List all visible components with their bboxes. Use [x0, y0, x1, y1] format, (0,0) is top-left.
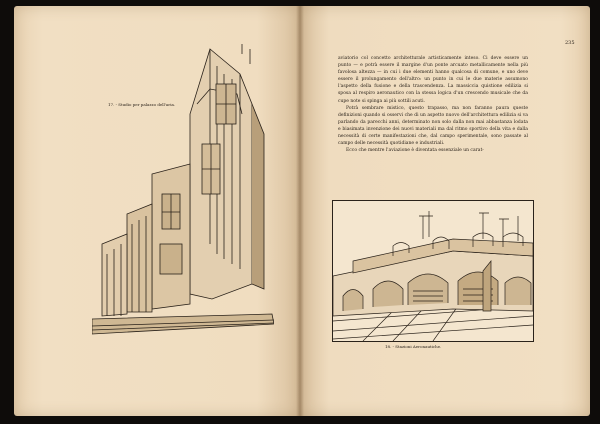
building-illustration	[92, 44, 274, 344]
left-figure-caption: 17. - Studio per palazzo dell'aria.	[108, 102, 176, 107]
paragraph-1: aviatorio col concetto architetturale artisticamente inteso. Ci deve essere un punto — e potrà essere il margine d'un ponte arcuato metallicamente nella più favolosa altezza — in cui i due elementi hanno qualcosa di comune, e uno deve essere il prolungamento dell'altro: un punto in cui le due materie assumono l'aspetto della fusione e della trascendenza. La massiccia quistione edilizia si sposa al respiro aeronautico con la stessa logica d'un crescendo musicale che da cupe note si spinga ai più sottili acuti.	[338, 56, 528, 104]
paragraph-2: Potrà sembrare mistico, questo trapasso, ma non faranno paura queste definizioni quando si osservi che di un aspetto nuovo dell'architettura edilizia si va parlando da parecchi anni, determinato non solo dalla non mai abbastanza lodata e biasimata invenzione dei nuovi materiali ma dal ritmo sportivo della vita e dalla necessità di certe manifestazioni che, dal campo sperimentale, sono passate al campo delle necessità quotidiane e industriali.	[338, 105, 528, 147]
body-text	[338, 55, 528, 154]
station-illustration-frame	[332, 200, 534, 342]
right-figure-caption: 18. - Stazioni Aeronautiche.	[385, 344, 442, 349]
page-number: 235	[565, 40, 575, 46]
book-gutter	[296, 6, 304, 416]
paragraph-3: Ecco che mentre l'aviazione è diventata essenziale un carat-	[346, 148, 484, 154]
station-illustration	[333, 201, 533, 341]
